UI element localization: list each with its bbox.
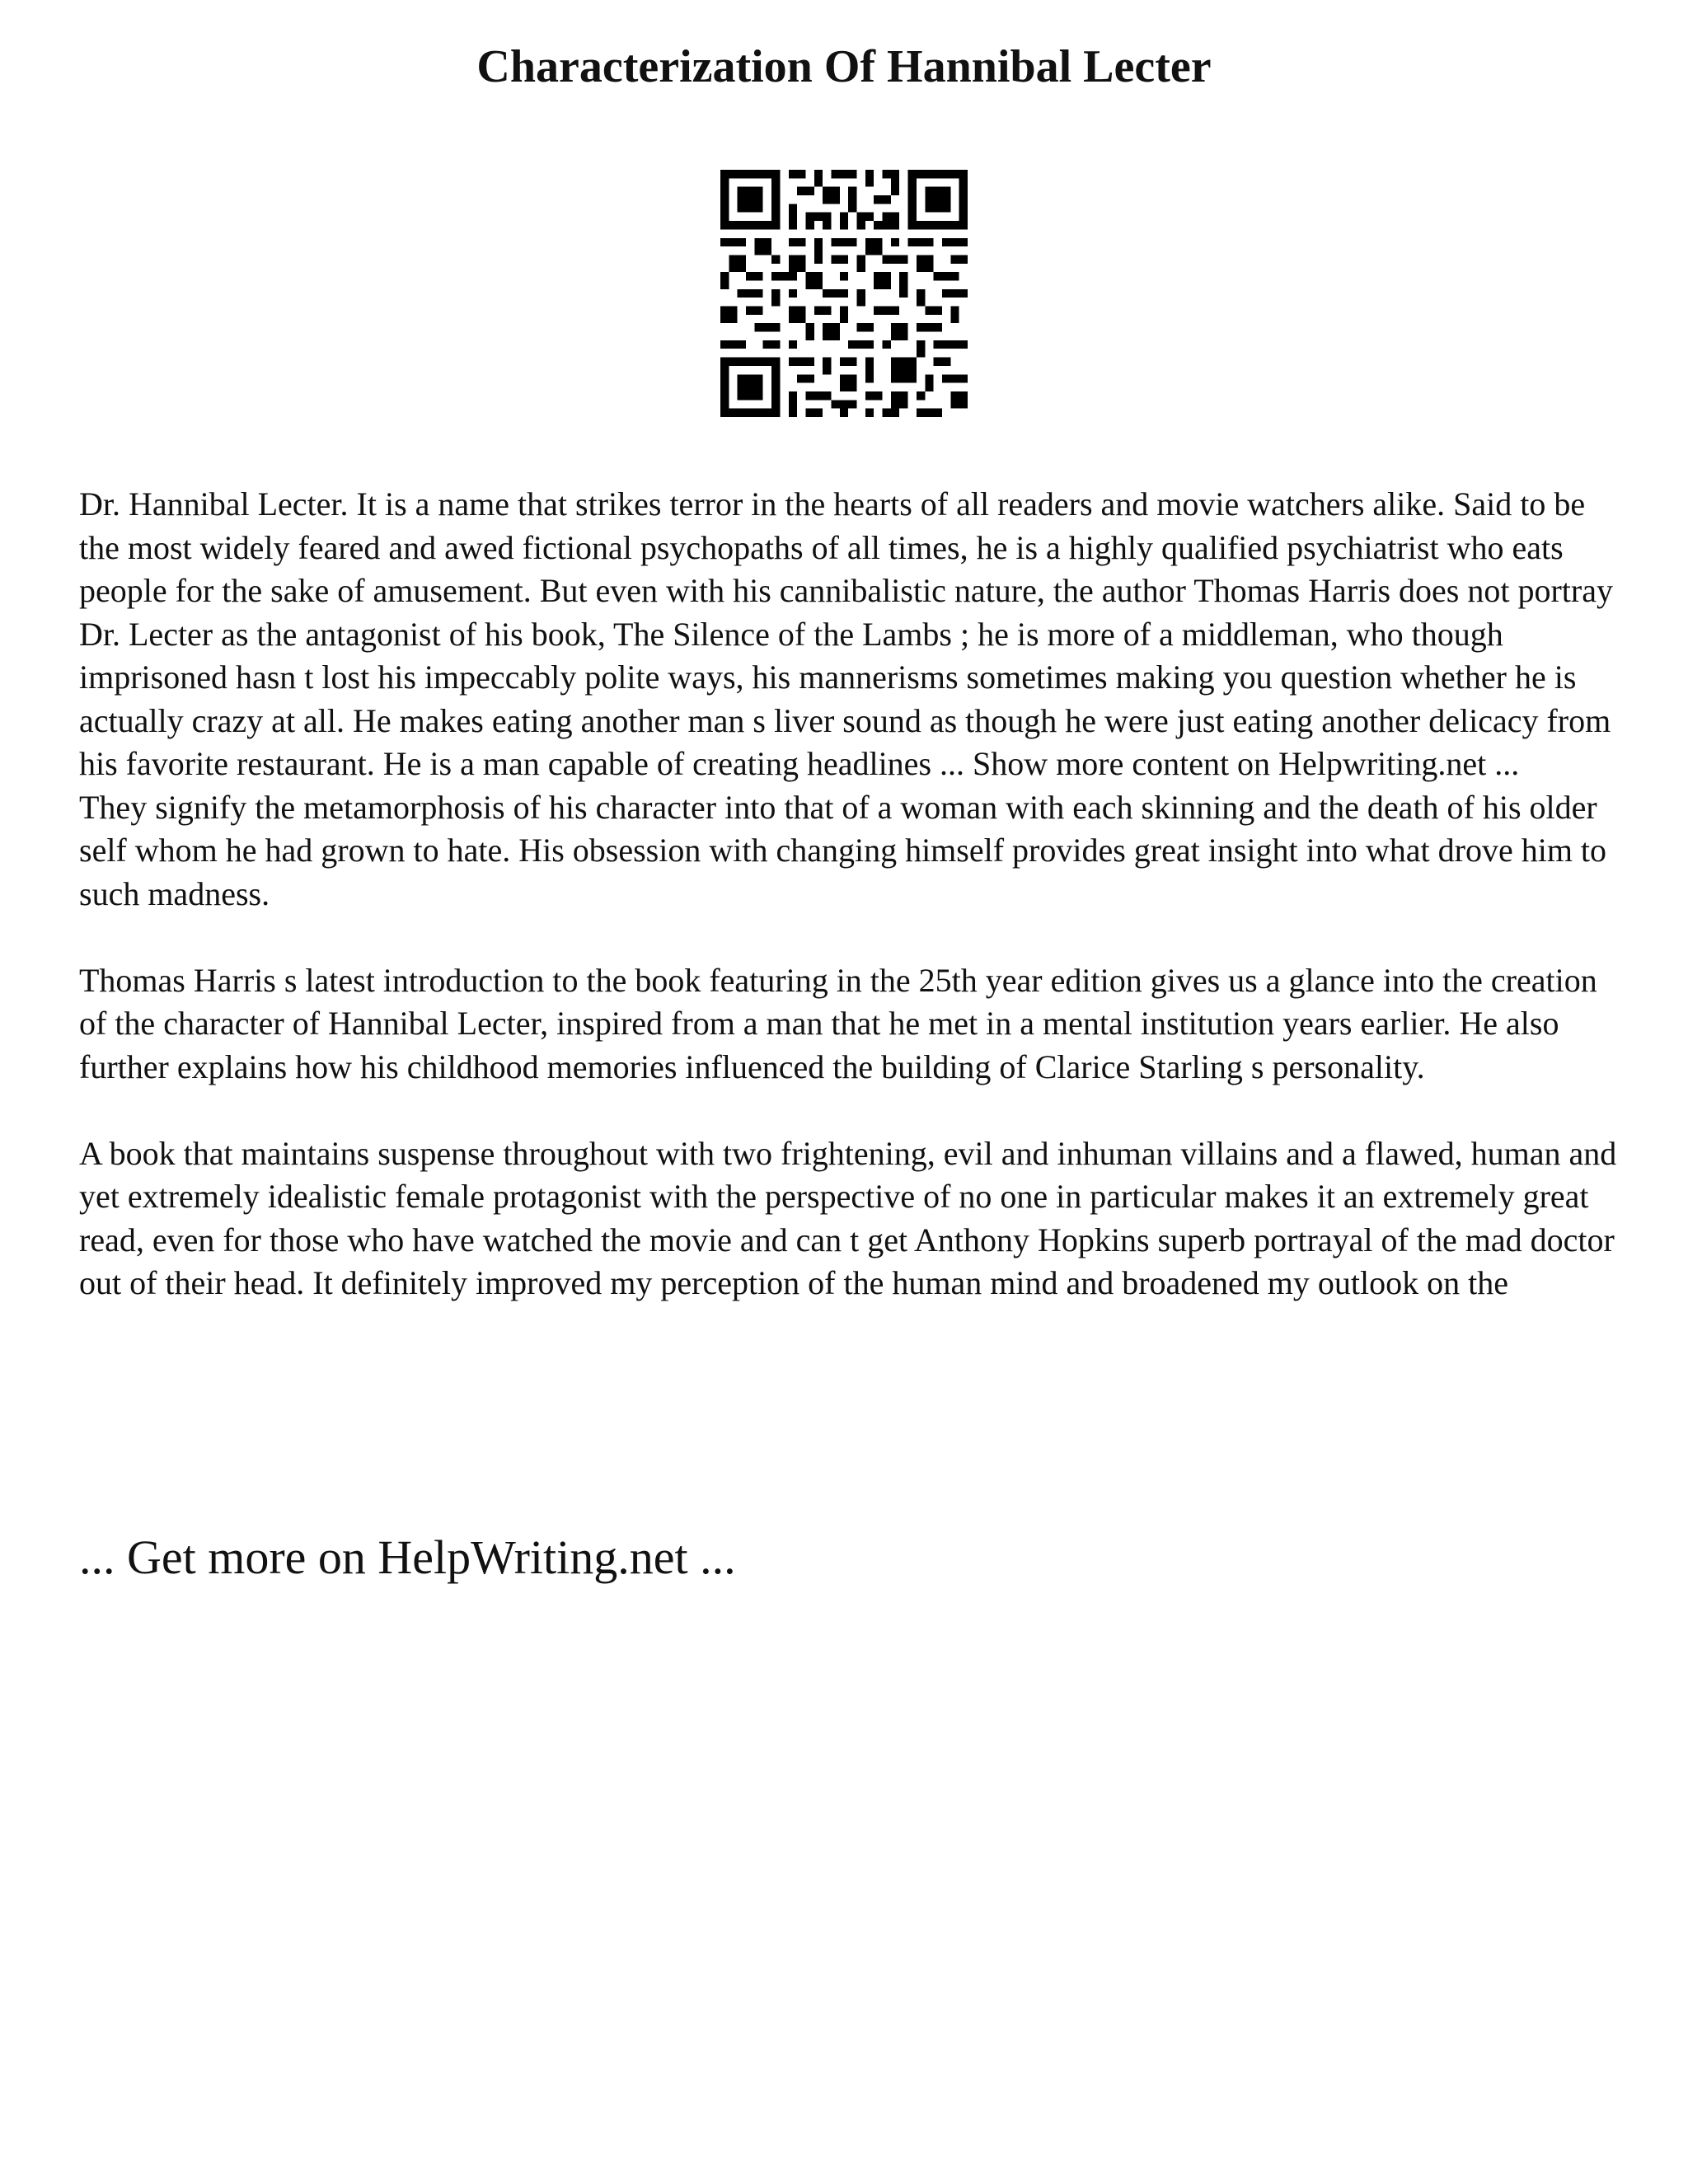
- paragraph-4: A book that maintains suspense throughout with two frightening, evil and inhuman villains and a flawed, human and yet extremely idealistic female protagonist with the perspective of no one in particular makes it an extremely great read, even for those who have watched the movie and can t get Anthony Hopkins superb portrayal of the mad doctor out of their head. It definitely improved my perception of the human mind and broadened my outlook on the: [79, 1134, 1617, 1301]
- paragraph-2: They signify the metamorphosis of his character into that of a woman with each skinning and the death of his older self whom he had grown to hate. His obsession with changing himself provides great insight into what drove him to such madness.: [79, 788, 1607, 912]
- qr-code-icon: [720, 170, 968, 417]
- paragraph-1: Dr. Hannibal Lecter. It is a name that strikes terror in the hearts of all readers and movie watchers alike. Said to be the most widely feared and awed fictional psychopaths of all times, he is a highly qualified psychiatrist who eats people for the sake of amusement. But even with his cannibalistic nature, the author Thomas Harris does not portray Dr. Lecter as the antagonist of his book, The Silence of the Lambs ; he is more of a middleman, who though imprisoned hasn t lost his impeccably polite ways, his mannerisms sometimes making you question whether he is actually crazy at all. He makes eating another man s liver sound as though he were just eating another delicacy from his favorite restaurant. He is a man capable of creating headlines ... Show more content on Helpwriting.net ...: [79, 485, 1613, 782]
- page-title: Characterization Of Hannibal Lecter: [476, 41, 1212, 92]
- get-more-link[interactable]: ... Get more on HelpWriting.net ...: [79, 1530, 736, 1584]
- article-body: [79, 483, 1629, 1305]
- paragraph-spacer: [79, 1089, 1629, 1132]
- qr-code-graphic: [720, 170, 968, 417]
- paragraph-spacer: [79, 916, 1629, 959]
- paragraph-3: Thomas Harris s latest introduction to the book featuring in the 25th year edition gives us a glance into the creation of the character of Hannibal Lecter, inspired from a man that he met in a mental institution years earlier. He also further explains how his childhood memories influenced the building of Clarice Starling s personality.: [79, 961, 1597, 1085]
